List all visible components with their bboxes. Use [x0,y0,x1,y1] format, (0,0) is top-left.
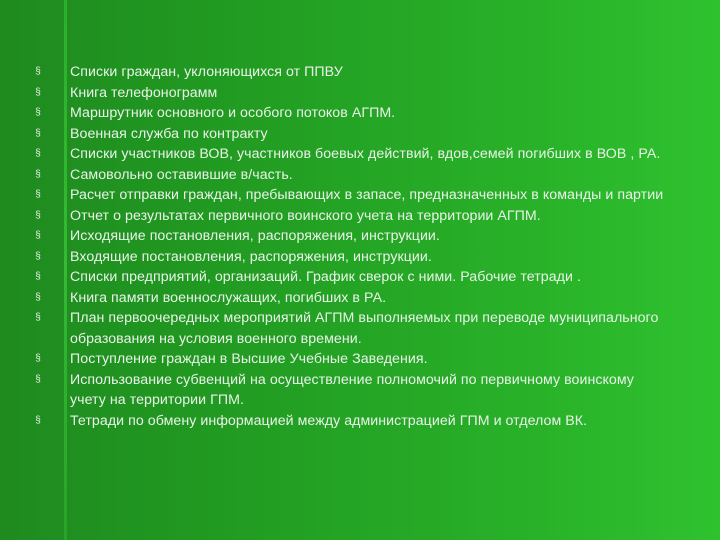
section-bullet-icon: § [35,312,41,323]
list-item-text: Списки предприятий, организаций. График сверок с ними. Рабочие тетради . [70,269,581,285]
section-bullet-icon: § [35,168,41,180]
section-bullet-icon: § [35,373,41,385]
list-item [32,267,672,288]
list-item-text: Книга телефонограмм [70,84,218,101]
list-item-text: Исходящие постановления, распоряжения, инструкции. [70,228,440,244]
list-item [32,185,672,206]
section-bullet-icon: § [35,66,41,77]
list-item-text: План первоочередных мероприятий АГПМ выполняемых при переводе муниципального образования на условия военного времени. [70,310,659,347]
list-item [32,62,672,83]
list-item [32,411,672,432]
list-item [32,288,672,309]
bullet-list [32,62,672,431]
list-item [32,83,672,104]
list-item [32,124,672,145]
list-item [32,206,672,227]
list-item-text: Расчет отправки граждан, пребывающих в запасе, предназначенных в команды и партии [70,187,664,203]
list-item-text: Входящие постановления, распоряжения, инструкции. [70,248,432,265]
section-bullet-icon: § [35,107,41,118]
list-item-text: Тетради по обмену информацией между администрацией ГПМ и отделом ВК. [70,412,588,429]
list-item [32,370,672,411]
list-item-text: Самовольно оставившие в/часть. [70,166,293,183]
list-item-text: Маршрутник основного и особого потоков АГПМ. [70,105,396,121]
list-item [32,308,672,349]
list-item [32,247,672,268]
section-bullet-icon: § [35,148,41,159]
list-item-text: Списки участников ВОВ, участников боевых действий, вдов,семей погибших в ВОВ , РА. [70,146,661,162]
list-item [32,349,672,370]
list-item [32,226,672,247]
section-bullet-icon: § [35,271,41,282]
section-bullet-icon: § [35,127,41,139]
section-bullet-icon: § [35,250,41,262]
section-bullet-icon: § [35,209,41,221]
list-item-text: Использование субвенций на осуществление полномочий по первичному воинскому учету на территории ГПМ. [70,371,634,408]
list-item-text: Отчет о результатах первичного воинского учета на территории АГПМ. [70,207,541,224]
list-item [32,103,672,124]
list-item-text: Поступление граждан в Высшие Учебные Заведения. [70,351,428,367]
list-item [32,165,672,186]
section-bullet-icon: § [35,86,41,98]
list-item-text: Книга памяти военнослужащих, погибших в РА. [70,289,387,306]
section-bullet-icon: § [35,189,41,200]
section-bullet-icon: § [35,230,41,241]
section-bullet-icon: § [35,291,41,303]
section-bullet-icon: § [35,353,41,364]
section-bullet-icon: § [35,414,41,426]
list-item-text: Списки граждан, уклоняющихся от ППВУ [70,64,343,80]
list-item-text: Военная служба по контракту [70,125,268,142]
list-item [32,144,672,165]
